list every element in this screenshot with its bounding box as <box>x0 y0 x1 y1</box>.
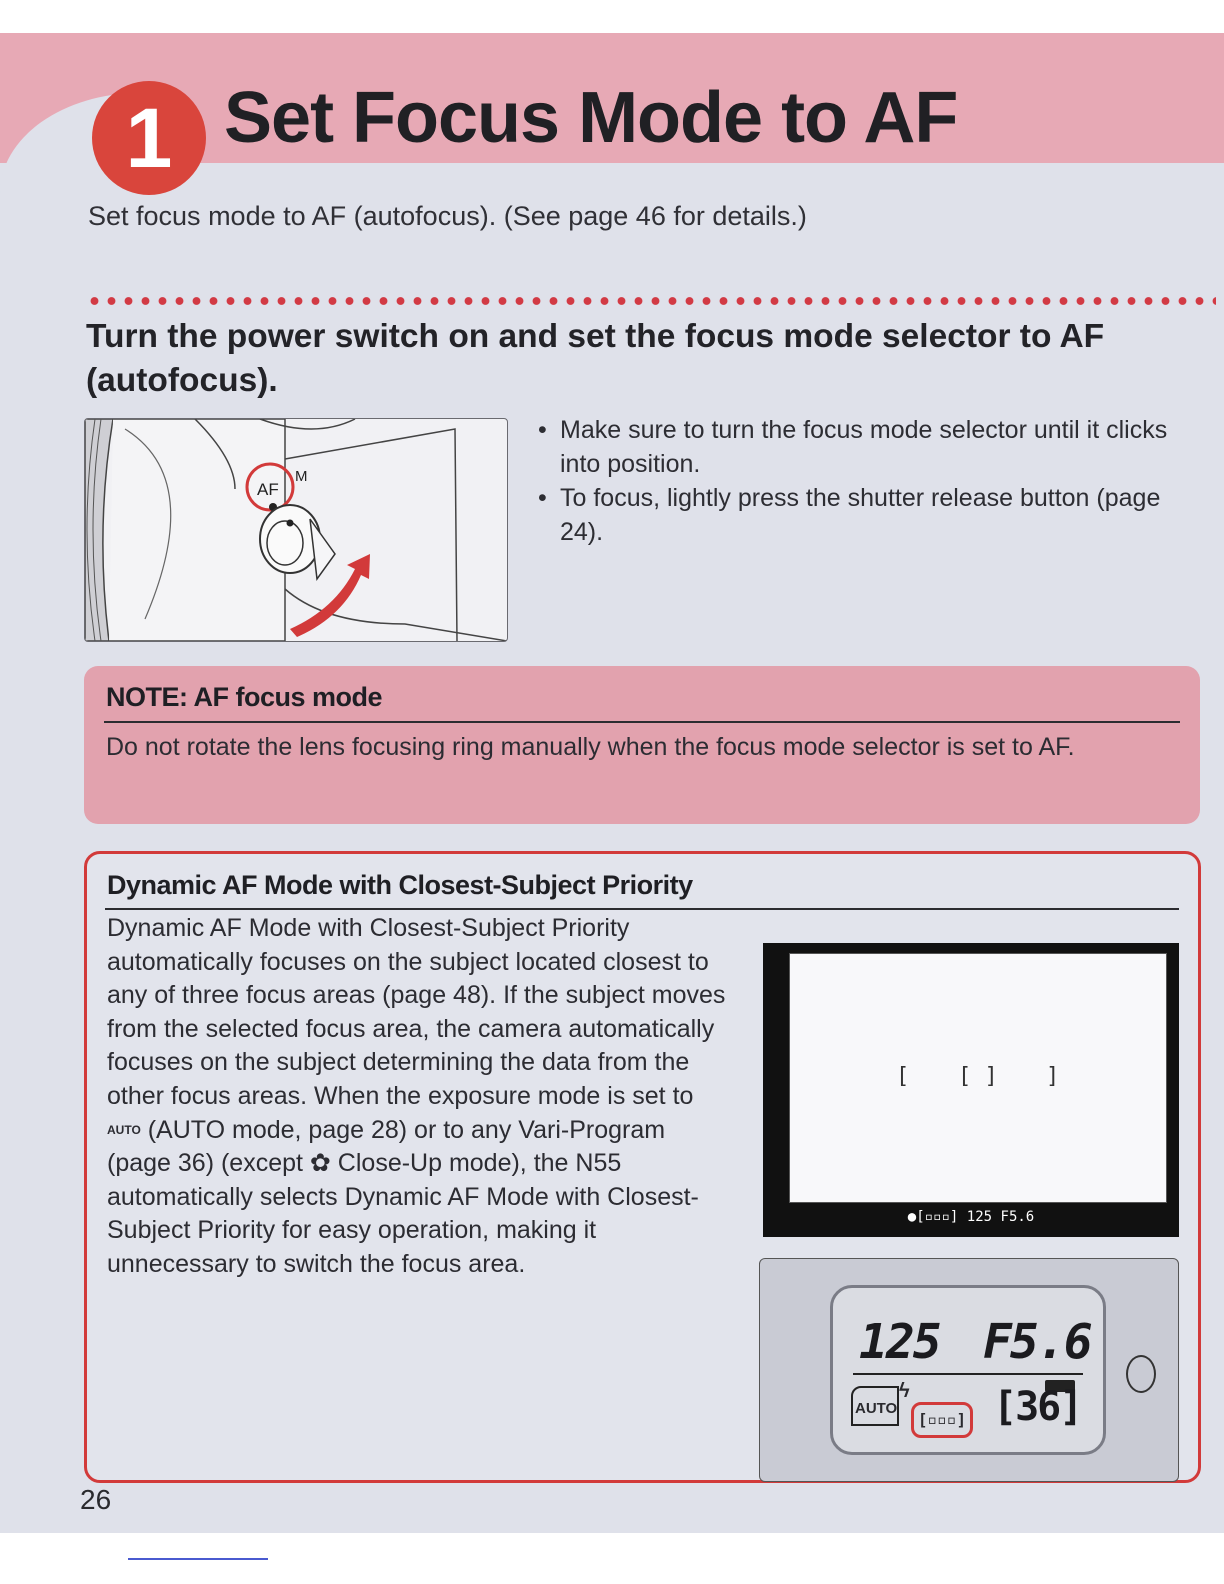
bullet-item: • To focus, lightly press the shutter release button (page 24). <box>538 484 1161 546</box>
lcd-divider <box>853 1373 1083 1375</box>
lcd-screen <box>830 1285 1106 1455</box>
step-number: 1 <box>125 90 173 185</box>
dynamic-af-divider <box>105 908 1179 910</box>
dynamic-af-title: Dynamic AF Mode with Closest-Subject Priority <box>107 870 693 900</box>
m-label: M <box>295 468 308 485</box>
lcd-frame-count: [36] <box>993 1384 1082 1430</box>
lcd-aperture: F5.6 <box>983 1314 1091 1370</box>
vf-af-indicator: ●[▫▫▫] <box>907 1209 959 1225</box>
dynamic-af-text: Dynamic AF Mode with Closest-Subject Priority automatically focuses on the subject located closest to any of three focus areas (page 48). If the subject moves from the selected focus area, the camera automatically focuses on the subject determining the data from the other focus areas. When the exposure mode is set to AUTO (AUTO mode, page 28) or to any Vari-Program (page 36) (except ✿ Close-Up mode), the N55 automatically selects Dynamic AF Mode with Closest-Subject Priority for easy operation, making it unnecessary to switch the focus area. <box>107 914 726 1278</box>
lcd-shutter-speed: 125 <box>859 1314 940 1370</box>
flash-icon: ϟ <box>899 1380 910 1402</box>
closeup-mode-icon: ✿ <box>309 1149 331 1178</box>
note-box <box>84 666 1200 824</box>
focus-bracket-center: [ ] <box>958 1064 998 1089</box>
note-title: NOTE: AF focus mode <box>106 682 383 712</box>
dotted-divider <box>86 295 1216 307</box>
note-divider <box>104 721 1180 723</box>
af-label: AF <box>257 480 279 499</box>
focus-selector-illustration <box>84 418 508 642</box>
viewfinder-screen <box>789 953 1167 1203</box>
lcd-af-area-indicator: [▫▫▫] <box>911 1402 973 1438</box>
instruction-bullets <box>538 413 1198 549</box>
vf-shutter: 125 <box>966 1209 993 1225</box>
dynamic-af-box <box>84 851 1201 1483</box>
page-title: Set Focus Mode to AF <box>224 78 958 158</box>
manual-page <box>0 33 1224 1533</box>
page-number: 26 <box>80 1484 112 1515</box>
viewfinder-info-bar <box>763 1209 1179 1225</box>
focus-bracket-right: ] <box>1046 1064 1060 1089</box>
lcd-auto-label: AUTO <box>851 1386 899 1426</box>
self-timer-button <box>1126 1355 1156 1393</box>
note-text: Do not rotate the lens focusing ring manually when the focus mode selector is set to AF. <box>106 733 1075 761</box>
bullet-item: • Make sure to turn the focus mode selector until it clicks into position. <box>538 416 1168 478</box>
step-number-badge <box>92 81 206 195</box>
lcd-control-panel <box>759 1258 1179 1482</box>
auto-mode-icon: AUTO <box>107 1123 141 1138</box>
bottom-link-underline <box>128 1558 268 1560</box>
camera-lens-drawing <box>85 419 507 641</box>
vf-aperture: F5.6 <box>1000 1209 1035 1225</box>
intro-text: Set focus mode to AF (autofocus). (See page 46 for details.) <box>88 201 807 231</box>
focus-bracket-left: [ <box>896 1064 910 1089</box>
viewfinder-display <box>763 943 1179 1237</box>
instruction-heading: Turn the power switch on and set the focus mode selector to AF (autofocus). <box>86 318 1105 399</box>
